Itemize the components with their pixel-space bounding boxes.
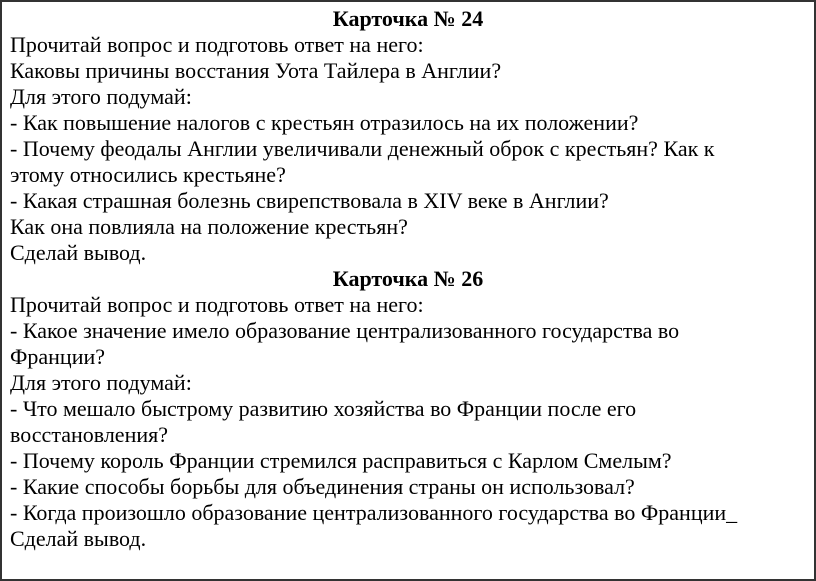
card-26 xyxy=(10,266,806,552)
instruction-line: Прочитай вопрос и подготовь ответ на него: xyxy=(10,292,424,317)
card-title: Карточка № 24 xyxy=(332,6,484,31)
conclusion-line: Сделай вывод. xyxy=(10,526,147,551)
think-label: Для этого подумай: xyxy=(10,370,192,395)
sub-question: - Что мешало быстрому развитию хозяйства во Франции после его xyxy=(10,396,637,421)
instruction-line: Прочитай вопрос и подготовь ответ на него: xyxy=(10,32,424,57)
sub-question: восстановления? xyxy=(10,422,169,447)
sub-question: Как она повлияла на положение крестьян? xyxy=(10,214,408,239)
sub-question: - Как повышение налогов с крестьян отразилось на их положении? xyxy=(10,110,639,135)
question-line: Франции? xyxy=(10,344,106,369)
question-line: Каковы причины восстания Уота Тайлера в Англии? xyxy=(10,58,502,83)
sub-question: - Почему король Франции стремился расправиться с Карлом Смелым? xyxy=(10,448,672,473)
card-title: Карточка № 26 xyxy=(332,266,484,291)
sub-question: - Какая страшная болезнь свирепствовала в XIV веке в Англии? xyxy=(10,188,609,213)
conclusion-line: Сделай вывод. xyxy=(10,240,147,265)
card-24 xyxy=(10,6,806,266)
think-label: Для этого подумай: xyxy=(10,84,192,109)
question-line: - Какое значение имело образование централизованного государства во xyxy=(10,318,680,343)
sub-question: - Почему феодалы Англии увеличивали денежный оброк с крестьян? Как к xyxy=(10,136,715,161)
sub-question: - Какие способы борьбы для объединения страны он использовал? xyxy=(10,474,635,499)
sub-question: - Когда произошло образование централизованного государства во Франции_ xyxy=(10,500,738,525)
sub-question: этому относились крестьяне? xyxy=(10,162,286,187)
